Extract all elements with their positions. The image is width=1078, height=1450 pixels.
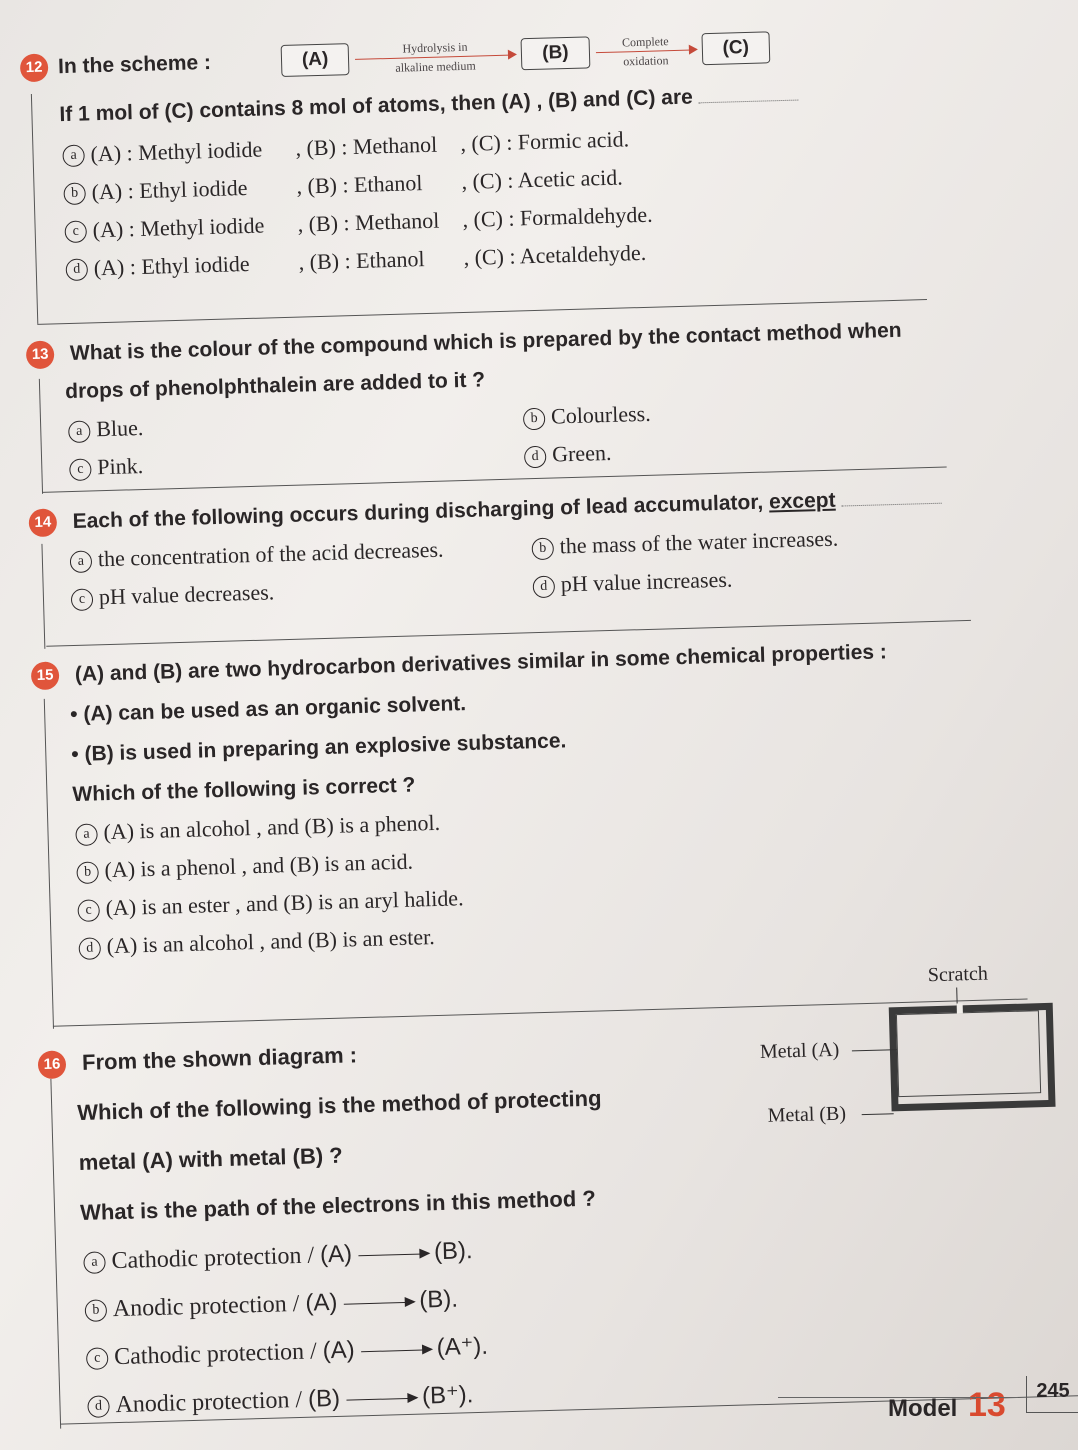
option-letter: b <box>523 408 546 431</box>
arrow-label-top: Complete <box>621 33 669 49</box>
option-text: (A) is an ester , and (B) is an aryl halide. <box>105 885 464 921</box>
option-letter: d <box>533 575 556 598</box>
option-part: (A) : Ethyl iodide <box>93 250 250 281</box>
options-list <box>75 788 999 966</box>
question-number: 13 <box>26 341 55 370</box>
option-letter: d <box>78 937 101 960</box>
question-stem-line2: drops of phenolphthalein are added to it ? <box>64 368 486 404</box>
scheme-arrow-2 <box>595 33 696 69</box>
question-prompt: Which of the following is correct ? <box>72 773 416 807</box>
electron-to: (B). <box>433 1237 474 1266</box>
option-letter: c <box>64 220 87 243</box>
question-line3: metal (A) with metal (B) ? <box>78 1142 343 1176</box>
option-letter: a <box>68 420 91 443</box>
question-number: 14 <box>28 509 57 538</box>
option-letter: b <box>531 538 554 561</box>
option-letter: c <box>86 1348 109 1371</box>
electron-from: (A) <box>305 1288 338 1317</box>
electron-from: (A) <box>322 1336 356 1365</box>
option-text: Pink. <box>96 452 144 480</box>
option-part: , (B) : Methanol <box>297 207 440 237</box>
option-text: Anodic protection / <box>112 1290 300 1323</box>
option-part: (A) : Methyl iodide <box>92 212 265 243</box>
option-letter: c <box>71 588 94 611</box>
scheme-box-b: (B) <box>521 36 590 70</box>
option-letter: b <box>63 182 86 205</box>
option-letter: c <box>77 899 100 922</box>
arrow-label-top: Hydrolysis in <box>402 39 468 56</box>
option-text: (A) is an alcohol , and (B) is a phenol. <box>103 809 441 845</box>
option-part: , (C) : Acetaldehyde. <box>463 239 647 270</box>
bullet-item: • (A) can be used as an organic solvent. <box>69 692 467 727</box>
option-part: , (C) : Formic acid. <box>460 126 630 156</box>
option-text: (A) is an alcohol , and (B) is an ester. <box>106 924 435 959</box>
option-letter: d <box>524 446 547 469</box>
electron-from: (B) <box>307 1384 341 1413</box>
option-letter: c <box>69 458 92 481</box>
scheme-box-a: (A) <box>281 43 350 77</box>
option-text: Cathodic protection / <box>113 1338 318 1371</box>
question-line4: What is the path of the electrons in this method ? <box>79 1185 597 1226</box>
option-text: Colourless. <box>550 400 652 429</box>
option-part: , (B) : Methanol <box>295 131 438 161</box>
option-letter: d <box>87 1396 110 1419</box>
option-part: , (C) : Acetic acid. <box>461 164 624 194</box>
options-list <box>62 110 986 288</box>
metal-b-label: Metal (B) <box>767 1102 847 1127</box>
bullet-text: (A) can be used as an organic solvent. <box>83 692 467 726</box>
option-text: (A) is a phenol , and (B) is an acid. <box>104 848 414 883</box>
question-number: 15 <box>31 662 60 691</box>
scheme-arrow-1 <box>355 38 516 75</box>
option-text: Green. <box>551 439 612 467</box>
option-letter: b <box>85 1300 108 1323</box>
footer-line <box>778 1397 1018 1398</box>
option-text: the concentration of the acid decreases. <box>97 536 444 572</box>
question-stem: Each of the following occurs during discharging of lead accumulator, <box>72 490 764 533</box>
question-13 <box>26 309 990 488</box>
metal-b-leader-line <box>862 1113 894 1115</box>
question-14 <box>28 477 991 618</box>
option-text: pH value increases. <box>560 566 733 597</box>
arrow-right-icon <box>346 1398 416 1401</box>
answer-blank <box>842 503 942 507</box>
electron-to: (B⁺). <box>421 1381 474 1410</box>
question-line1: From the shown diagram : <box>81 1042 358 1075</box>
bullet-text: (B) is used in preparing an explosive substance. <box>84 729 567 766</box>
option-letter: a <box>75 823 98 846</box>
question-intro: In the scheme : <box>57 50 212 79</box>
arrow-right-icon <box>361 1349 431 1352</box>
arrow-label-bottom: alkaline medium <box>395 58 476 75</box>
option-text: the mass of the water increases. <box>559 525 839 559</box>
option-part: , (B) : Ethanol <box>296 170 423 199</box>
option-text: Blue. <box>95 414 144 442</box>
question-stem-except: except <box>768 488 836 514</box>
metal-a-label: Metal (A) <box>759 1038 840 1063</box>
option-part: (A) : Ethyl iodide <box>91 174 248 205</box>
electron-to: (A⁺). <box>436 1332 489 1362</box>
question-number: 12 <box>20 53 49 82</box>
option-part: (A) : Methyl iodide <box>90 136 263 167</box>
arrow-right-icon <box>343 1302 413 1305</box>
answer-blank <box>699 100 799 104</box>
scratch-mark <box>957 1003 963 1013</box>
option-part: , (B) : Ethanol <box>298 246 425 275</box>
model-label: Model <box>888 1395 958 1422</box>
question-stem: If 1 mol of (C) contains 8 mol of atoms, then (A) , (B) and (C) are <box>59 85 694 127</box>
question-stem: (A) and (B) are two hydrocarbon derivatives similar in some chemical properties : <box>74 640 888 686</box>
option-text: Anodic protection / <box>115 1386 303 1419</box>
question-12 <box>20 22 986 289</box>
question-stem: What is the colour of the compound which is prepared by the contact method when <box>69 318 902 365</box>
question-number: 16 <box>38 1051 67 1080</box>
electron-to: (B). <box>418 1285 459 1314</box>
electron-from: (A) <box>319 1240 353 1269</box>
metal-a-inner-plate <box>896 1010 1041 1097</box>
question-line2: Which of the following is the method of protecting <box>76 1085 602 1126</box>
option-letter: a <box>70 550 93 573</box>
option-letter: a <box>62 145 85 168</box>
model-number: 13 <box>968 1386 1006 1424</box>
question-15 <box>31 630 999 967</box>
arrow-label-bottom: oxidation <box>622 52 669 68</box>
option-text: Cathodic protection / <box>111 1242 315 1275</box>
option-text: pH value decreases. <box>98 579 275 610</box>
galvanic-diagram <box>758 961 1062 1129</box>
page-number: 245 <box>1026 1376 1078 1413</box>
option-part: , (C) : Formaldehyde. <box>462 201 653 232</box>
option-letter: d <box>66 258 89 281</box>
scheme-box-c: (C) <box>701 31 770 65</box>
bullet-item: • (B) is used in preparing an explosive substance. <box>71 729 567 767</box>
option-letter: b <box>76 861 99 884</box>
arrow-right-icon <box>358 1253 428 1256</box>
option-letter: a <box>83 1252 106 1275</box>
scratch-label: Scratch <box>927 962 989 987</box>
